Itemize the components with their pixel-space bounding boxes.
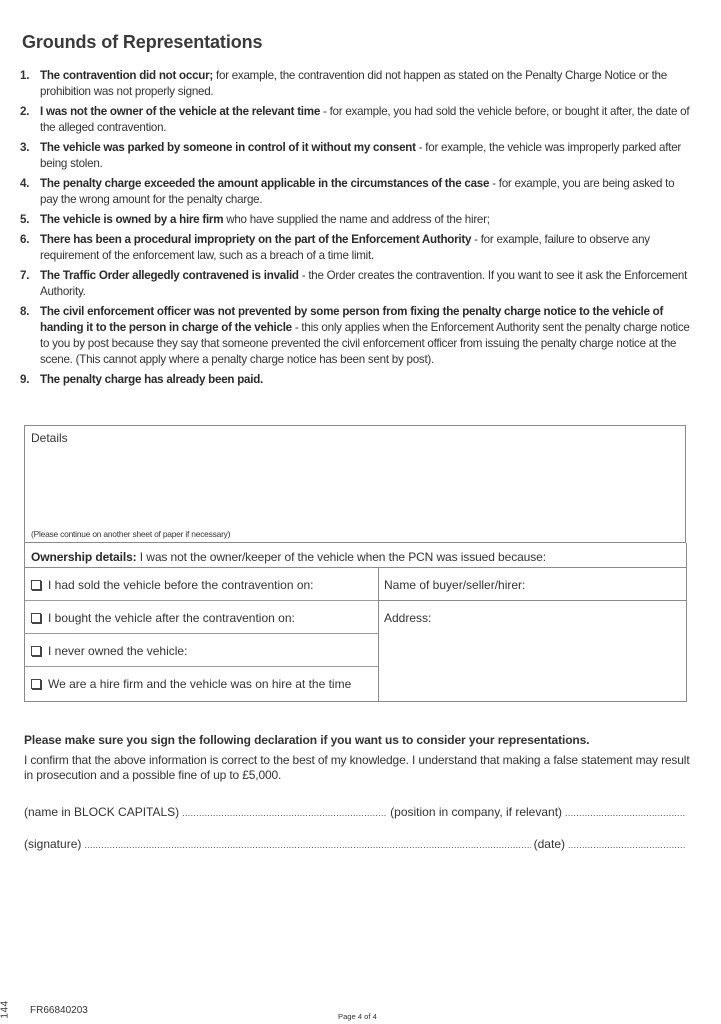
ground-description: - the Order creates the contravention. If you want to see it ask the Enforcement Authority. [40,269,688,298]
ground-number: 5. [20,213,30,226]
ground-item [20,372,692,388]
ground-item [20,68,692,100]
checkbox-icon[interactable] [31,613,41,623]
ownership-option-hire-firm[interactable] [25,667,378,701]
ownership-option-label: I never owned the vehicle: [48,644,188,658]
date-label: (date) [533,837,565,851]
name-label: (name in BLOCK CAPITALS) [24,805,180,819]
ownership-party-details [379,568,686,701]
ground-number: 4. [20,177,30,190]
ownership-option-label: I bought the vehicle after the contravention on: [48,611,295,625]
position-field[interactable] [565,808,686,818]
ownership-heading [24,543,687,568]
ground-item [20,140,692,172]
ground-item [20,176,692,208]
ground-title: There has been a procedural impropriety on the part of the Enforcement Authority [40,233,472,246]
ground-title: I was not the owner of the vehicle at the relevant time [40,105,321,118]
ground-item [20,232,692,264]
ownership-heading-bold: Ownership details: [31,550,137,564]
signature-date-line [24,837,689,851]
ownership-heading-text: I was not the owner/keeper of the vehicle when the PCN was issued because: [136,550,546,564]
form-reference: FR66840203 [30,1005,88,1016]
signature-field[interactable] [84,840,530,850]
ground-number: 6. [20,233,30,246]
ground-title: The vehicle is owned by a hire firm [40,213,224,226]
buyer-name-field[interactable] [379,568,686,601]
ground-number: 7. [20,269,30,282]
page-number: Page 4 of 4 [338,1012,377,1021]
ground-number: 8. [20,305,30,318]
ground-title: The penalty charge has already been paid. [40,373,263,386]
buyer-name-label: Name of buyer/seller/hirer: [384,578,526,592]
ground-title: The civil enforcement officer was not prevented by some person from fixing the penalty charge notice to the vehicle of handing it to the person in charge of the vehicle [40,305,664,334]
signature-label: (signature) [24,837,82,851]
address-field[interactable] [379,601,686,625]
checkbox-icon[interactable] [31,580,41,590]
ground-title: The vehicle was parked by someone in control of it without my consent [40,141,416,154]
details-label: Details [31,431,68,445]
details-field[interactable] [24,425,686,543]
ownership-option-label: We are a hire firm and the vehicle was on hire at the time [48,677,352,691]
ground-description: for example, the contravention did not happen as stated on the Penalty Charge Notice or the prohibition was not properly signed. [40,69,667,98]
ground-title: The Traffic Order allegedly contravened is invalid [40,269,299,282]
ownership-option-never-owned[interactable] [25,634,378,667]
ground-item [20,304,692,368]
ground-number: 3. [20,141,30,154]
page-title: Grounds of Representations [22,32,263,52]
checkbox-icon[interactable] [31,646,41,656]
ownership-options [25,568,379,701]
grounds-list [20,68,692,392]
ground-description: - for example, failure to observe any requirement of the enforcement law, such as a breach of a time limit. [40,233,650,262]
date-field[interactable] [568,840,686,850]
checkbox-icon[interactable] [31,679,41,689]
ownership-option-label: I had sold the vehicle before the contravention on: [48,578,314,592]
ground-item [20,212,692,228]
details-note: (Please continue on another sheet of paper if necessary) [31,529,231,539]
ground-item [20,104,692,136]
ground-title: The penalty charge exceeded the amount applicable in the circumstances of the case [40,177,490,190]
ownership-option-sold[interactable] [25,568,378,601]
name-position-line [24,805,689,819]
ownership-table [24,568,687,702]
declaration-text: I confirm that the above information is correct to the best of my knowledge. I understand that making a false statement may result in prosecution and a possible fine of up to £5,000. [24,753,690,782]
ground-number: 9. [20,373,30,386]
ground-title: The contravention did not occur; [40,69,213,82]
ground-number: 2. [20,105,30,118]
declaration-heading: Please make sure you sign the following declaration if you want us to consider your representations. [24,733,590,747]
ground-description: - for example, the vehicle was improperly parked after being stolen. [40,141,681,170]
ground-description: who have supplied the name and address of the hirer; [223,213,490,226]
position-label: (position in company, if relevant) [390,805,563,819]
ground-number: 1. [20,69,30,82]
ground-description: - for example, you had sold the vehicle before, or bought it after, the date of the alleged contravention. [40,105,690,134]
address-label: Address: [384,611,432,625]
ground-description: - this only applies when the Enforcement Authority sent the penalty charge notice to you by post because they say that someone prevented the civil enforcement officer from issuing the penalty charge notice at the scene. (This cannot apply where a penalty charge notice has been sent by post). [40,321,690,366]
ground-description: - for example, you are being asked to pay the wrong amount for the penalty charge. [40,177,675,206]
ground-item [20,268,692,300]
name-field[interactable] [182,808,387,818]
side-code: 144 [0,1000,11,1019]
ownership-option-bought[interactable] [25,601,378,634]
